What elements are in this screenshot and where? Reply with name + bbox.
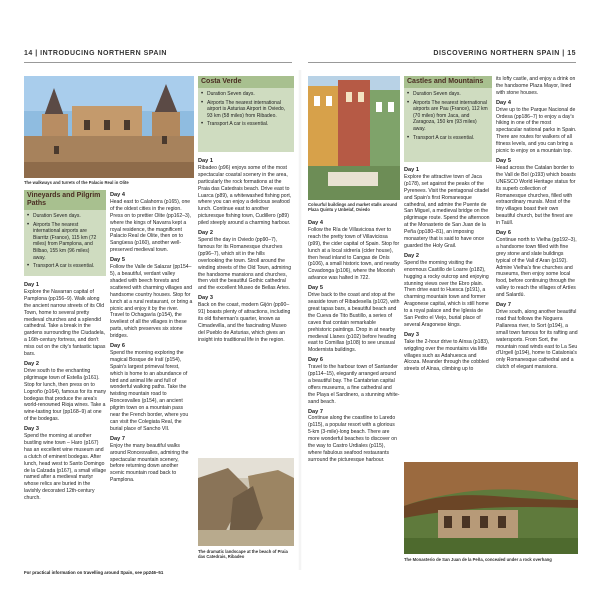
day-heading: Day 4 <box>496 99 511 106</box>
day-text: Back on the coast, modern Gijón (pp90–91) boasts plenty of attractions, including its old fisherman's quarter, known as Cimadevilla, and the fascinating Museo del Pueblo de Asturias, which gives an insight into traditional life in the region. <box>198 302 291 343</box>
olite-photo-caption: The walkways and turrets of the Palacio Real in Olite <box>24 180 129 185</box>
day-text: Spend the morning visiting the enormous Castillo de Loarre (p182), hugging a rocky outcrop and enjoying stunning views over the Ebro plain. Then drive east to Huesca (p191), a charming mountain town and former Aragonese capital, which is still home to a royal palace and the Iglesia de San Pedro el Viejo, burial place of several Aragonese kings. <box>404 259 489 328</box>
day-heading: Day 1 <box>198 158 213 164</box>
day-heading: Day 5 <box>308 285 323 292</box>
day-heading: Day 5 <box>496 157 511 164</box>
page-header-left: 14 | INTRODUCING NORTHERN SPAIN <box>24 50 167 57</box>
day-heading: Day 5 <box>110 257 125 264</box>
vineyards-airports: • Airports The nearest international airports are Biarritz (France), 115 km (72 miles) from Pamplona, and Bilbao, 155 km (96 miles) away. <box>27 221 97 261</box>
castles-box-title: Castles and Mountains <box>404 76 492 88</box>
page-header-right: DISCOVERING NORTHERN SPAIN | 15 <box>433 50 576 57</box>
san-juan-monastery-photo <box>404 462 578 554</box>
day-text: Spend the morning at another bustling wine town – Haro (p167) has an excellent wine museum and a clutch of eminent bodegas. After lunch, head west to Santo Domingo de la Calzada (p167), a small village named after a medieval martyr whose relics are buried in the lavishly decorated 12th-century church. <box>24 433 107 502</box>
castles-duration: • Duration Seven days. <box>407 91 461 97</box>
castles-info-box <box>404 76 492 162</box>
day-text: Ribadeo (p96) enjoys some of the most spectacular coastal scenery in the area, particularly the rock formations at the Praia das Catedrais beach. Drive east to Luarca (p89), a whitewashed fishing port, where you can enjoy a delicious seafood lunch. Continue east to another picturesque fishing town, Cudillero (p89) piled steeply around a charming harbour. <box>198 164 292 227</box>
day-text: Follow the Valle de Salazar (pp154–5), a beautiful, verdant valley shaded with beech forests and scattered with charming villages and handsome country houses. Stop for lunch at a rural restaurant, or bring a picnic and enjoy it by the river. Travel to Ochagavía (p154), the loveliest of all the villages in these parts, which preserves six stone bridges. <box>110 264 193 340</box>
day-text: Drive up to the Parque Nacional de Ordesa (pp186–7) to enjoy a day's hiking in one of the most spectacular national parks in Spain. There are routes for walkers of all fitness levels, and you can bring a picnic to enjoy on a mountain top. <box>496 106 577 155</box>
ribadeo-photo-caption: The dramatic landscape at the beach of Praia das Catedrais, Ribadeo <box>198 549 288 560</box>
column-3 <box>198 156 292 456</box>
day-heading: Day 3 <box>404 331 419 338</box>
day-heading: Day 1 <box>24 282 39 288</box>
costa-verde-info-box <box>198 76 294 152</box>
day-text: Enjoy the many beautiful walks around Roncesvalles, admiring the spectacular mountain scenery, before returning down another scenic mountain road back to Pamplona. <box>110 442 189 484</box>
day-heading: Day 7 <box>308 408 323 415</box>
day-heading: Day 3 <box>198 295 213 302</box>
vineyards-info-box <box>24 190 106 276</box>
day-text: Continue north to Vielha (pp192–3), a handsome town filled with fine grey stone and slate buildings typical of the Vall d'Aran (p192). Admire Vielha's fine churches and museums, then enjoy some local food, before continuing through the valley to reach the villages of Artíes and Salardú. <box>496 236 577 299</box>
header-rule-right <box>308 62 576 63</box>
day-heading: Day 6 <box>110 343 125 350</box>
day-heading: Day 2 <box>198 230 213 237</box>
day-text: its lofty castle, and enjoy a drink on the handsome Plaza Mayor, lined with stone houses. <box>496 76 576 96</box>
day-heading: Day 4 <box>110 192 125 198</box>
day-heading: Day 6 <box>496 230 511 237</box>
san-juan-photo-caption: The Monasterio de San Juan de la Peña, concealed under a rock overhang <box>404 557 552 562</box>
castles-transport: • Transport A car is essential. <box>407 134 475 141</box>
day-text: Head east to Calahorra (p165), one of the oldest cities in the region. Press on to prettier Olite (pp162–3), where the kings of Navarra kept a royal residence, the magnificent Palacio Real de Olite, then on to Sangüesa (p160), another well-preserved medieval town. <box>110 198 191 254</box>
day-heading: Day 2 <box>404 252 419 259</box>
day-heading: Day 3 <box>24 426 39 433</box>
day-heading: Day 2 <box>24 360 39 367</box>
footer-note: For practical information on travelling around Spain, see pp246–51 <box>24 570 164 575</box>
vineyards-duration: • Duration Seven days. <box>27 213 81 219</box>
costa-airports: • Airports The nearest international airport is Asturias Airport in Oviedo, 93 km (58 miles) from Ribadeo. <box>201 99 286 119</box>
day-heading: Day 4 <box>308 220 323 226</box>
castles-airports: • Airports The nearest international airports are Pau (France), 112 km (70 miles) from Jaca, and Zaragoza, 150 km (93 miles) away. <box>407 99 488 132</box>
vineyards-box-title: Vineyards and Pilgrim Paths <box>24 190 106 210</box>
day-text: Explore the attractive town of Jaca (p178), set against the peaks of the Pyrenees. Visit the pentagonal citadel and Spain's first Romanesque cathedral, and admire the Puente de San Miguel, a medieval bridge on the pilgrimage route. Spend the afternoon at the Monasterio de San Juan de la Peña (pp180–81), an imposing monastery that is said to have once guarded the Holy Grail. <box>404 173 490 249</box>
day-heading: Day 7 <box>496 302 511 309</box>
day-text: Spend the day in Oviedo (pp90–7), famous for its Romanesque churches (pp96–7), which sit in the hills overlooking the town. Stroll around the winding streets of the Old Town, admiring the handsome mansions and churches, then visit the beautiful Gothic cathedral and the excellent Museo de Bellas Artes. <box>198 236 292 292</box>
day-text: Take the 2-hour drive to Aínsa (p183), wriggling over the mountains via little villages such as Adahuesca and Alcoza. Meander through the cobbled streets of Aínsa, climbing up to <box>404 338 490 373</box>
day-text: Spend the morning exploring the magical Bosque de Iratí (p154), Spain's largest primeval forest, which is home to an abundance of bird and animal life and full of wonderful walking paths. Take the twisting mountain road to Roncesvalles (p154), an ancient pilgrim town on a mountain pass near the French border, where you can visit the Colegiata Real, the burial place of Sancho VII. <box>110 349 189 432</box>
colourful-photo-caption: Colourful buildings and market stalls around Plaza Quintu y Unbelaf, Oviedo <box>308 202 398 213</box>
column-2 <box>110 190 193 566</box>
day-heading: Day 7 <box>110 435 125 442</box>
column-5 <box>404 165 492 459</box>
day-text: Follow the Ría de Villaviciosa river to reach the pretty town of Villaviciosa (p99), the cider capital of Spain. Stop for lunch at a local sidrería (cider house), then head inland to Cangas de Onís (p106), a small historic town, and nearby Covadonga (p106), where the Moorish advance was halted in 722. <box>308 226 400 282</box>
day-heading: Day 6 <box>308 357 323 364</box>
costa-duration: • Duration Seven days. <box>201 91 255 97</box>
day-text: Explore the Navarran capital of Pamplona (pp156–9). Walk along the ancient narrow streets of its Old Town, home to several pretty medieval churches and a splendid cathedral. Take a break in the gardens surrounding the Ciudadela, a 16th-century fortress, and don't miss out on the city's fantastic tapas bars. <box>24 288 106 358</box>
page-gutter <box>298 70 302 570</box>
costa-transport: • Transport A car is essential. <box>201 121 269 128</box>
day-text: Continue along the coastline to Laredo (p115), a popular resort with a glorious 5-km (3-mile)-long beach. There are more wonderful beaches to discover on the way to Castro Urdiales (p115), where fabulous seafood restaurants surround the picturesque harbour. <box>308 415 397 463</box>
day-text: Head across the Catalan border to the Vall de Boí (p193) which boasts UNESCO World Heritage status for its superb collection of Romanesque churches, filled with extraordinary murals. Most of the tiny villages boast their own beautiful church, but the finest are in Taüll. <box>496 164 576 227</box>
vineyards-transport: • Transport A car is essential. <box>27 263 95 270</box>
column-4 <box>308 218 400 568</box>
costa-box-title: Costa Verde <box>198 76 294 88</box>
day-text: Drive south, along another beautiful road that follows the Noguera Pallaresa river, to Sort (p194), a small town famous for its rafting and watersports. From Sort, the mountain road winds east to La Seu d'Urgell (p194), home to Catalonia's only Romanesque cathedral and a clutch of elegant mansions. <box>496 309 578 371</box>
ribadeo-beach-photo <box>198 458 294 546</box>
colourful-buildings-photo <box>308 76 400 200</box>
column-1 <box>24 280 107 568</box>
olite-palace-photo <box>24 76 194 178</box>
day-text: Travel to the harbour town of Santander (pp114–15), elegantly arranged around a beautiful bay. The Cantabrian capital offers museums, a fine cathedral and the Playa el Sardinero, a stunning white-sand beach. <box>308 364 400 405</box>
day-text: Drive back to the coast and stop at the seaside town of Ribadesella (p102), with great tapas bars, a beautiful beach and the Cueva de Tito Bustillo, a series of caves that contain remarkable prehistoric paintings. Drop in at nearby medieval Llanes (p102) before heading east to Comillas (p108) to see unusual Modernista buildings. <box>308 292 400 354</box>
day-text: Drive south to the enchanting pilgrimage town of Estella (p161). Stop for lunch, then press on to Logroño (p164), famous for its many bodegas that produce the area's world-renowned Rioja wines. Take a wine-tasting tour (pp168–9) at one of the bodegas. <box>24 367 107 423</box>
header-rule-left <box>24 62 292 63</box>
day-heading: Day 1 <box>404 167 419 173</box>
column-6 <box>496 76 578 468</box>
